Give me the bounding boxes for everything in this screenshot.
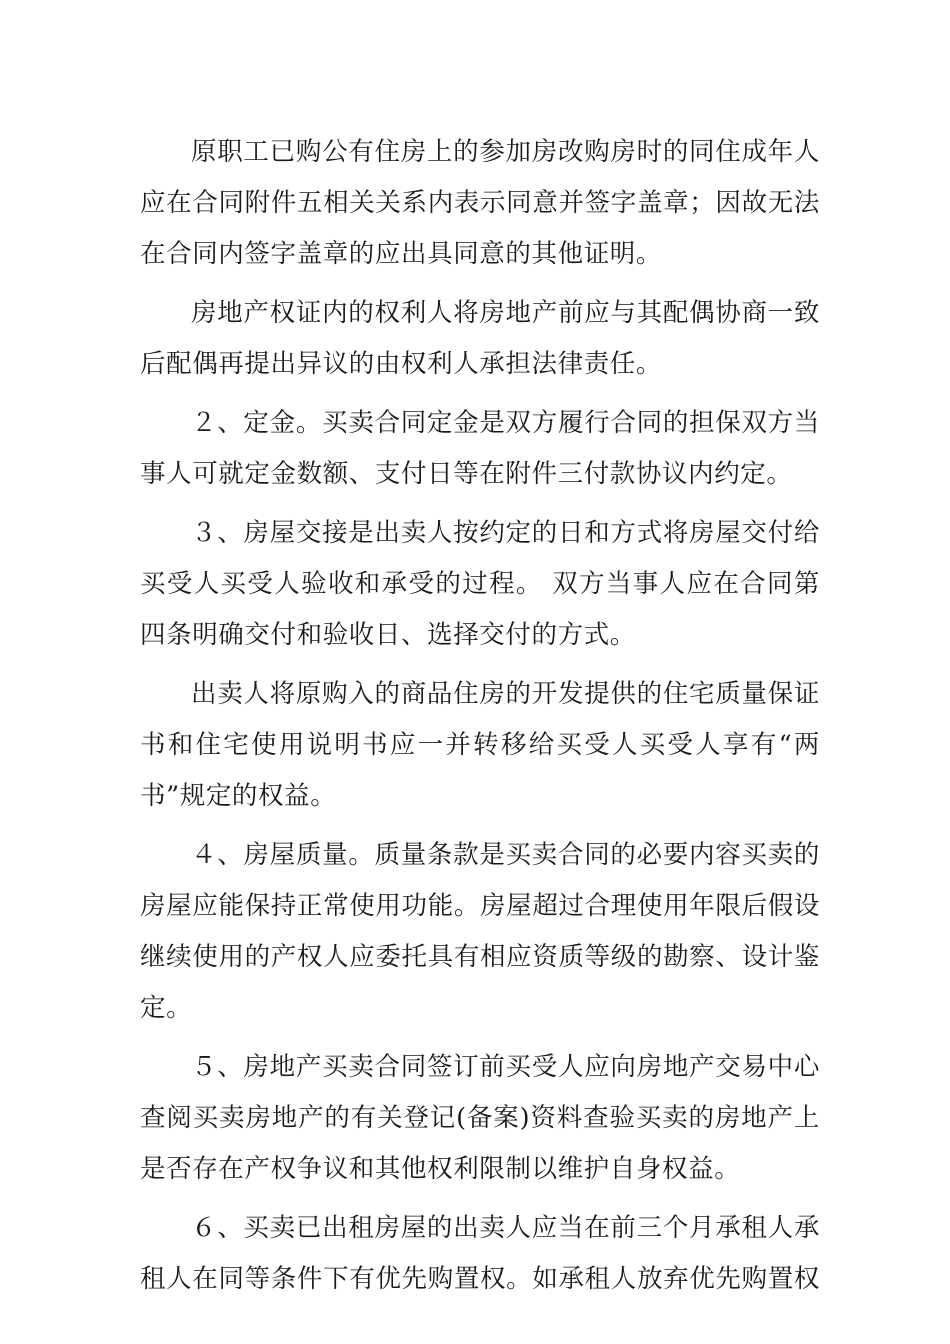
text-line: 查阅买卖房地产的有关登记(备案)资料查验买卖的房地产上 xyxy=(140,1103,820,1133)
paragraph-2 xyxy=(140,288,820,390)
text-line: ３、房屋交接是出卖人按约定的日和方式将房屋交付给 xyxy=(191,518,820,548)
text-line: 租人在同等条件下有优先购置权。如承租人放弃优先购置权 xyxy=(140,1264,820,1294)
paragraph-4 xyxy=(140,508,820,661)
text-line: 书和住宅使用说明书应一并转移给买受人买受人享有“两 xyxy=(140,730,820,760)
text-line: 应在合同附件五相关关系内表示同意并签字盖章；因故无法 xyxy=(140,188,820,218)
paragraph-1 xyxy=(140,127,820,280)
text-line: 继续使用的产权人应委托具有相应资质等级的勘察、设计鉴 xyxy=(140,942,820,972)
paragraph-5 xyxy=(140,669,820,822)
text-line: 后配偶再提出异议的由权利人承担法律责任。 xyxy=(140,349,663,379)
text-line: ２、定金。买卖合同定金是双方履行合同的担保双方当 xyxy=(191,408,820,438)
paragraph-8 xyxy=(140,1203,820,1305)
text-line: 事人可就定金数额、支付日等在附件三付款协议内约定。 xyxy=(140,459,793,489)
paragraph-6 xyxy=(140,830,820,1034)
text-line: ６、买卖已出租房屋的出卖人应当在前三个月承租人承 xyxy=(191,1213,820,1243)
paragraph-3 xyxy=(140,398,820,500)
text-line: 书”规定的权益。 xyxy=(140,781,337,811)
text-line: 是否存在产权争议和其他权利限制以维护自身权益。 xyxy=(140,1154,741,1184)
text-line: 原职工已购公有住房上的参加房改购房时的同住成年人 xyxy=(191,137,820,167)
text-line: 出卖人将原购入的商品住房的开发提供的住宅质量保证 xyxy=(191,679,820,709)
text-line: ４、房屋质量。质量条款是买卖合同的必要内容买卖的 xyxy=(191,840,820,870)
paragraph-7 xyxy=(140,1042,820,1195)
text-line: 四条明确交付和验收日、选择交付的方式。 xyxy=(140,620,636,650)
text-line: 房屋应能保持正常使用功能。房屋超过合理使用年限后假设 xyxy=(140,891,820,921)
document-body xyxy=(140,127,820,1313)
text-line: 定。 xyxy=(140,993,193,1023)
text-line: 买受人买受人验收和承受的过程。 双方当事人应在合同第 xyxy=(140,569,820,599)
text-line: 房地产权证内的权利人将房地产前应与其配偶协商一致 xyxy=(191,298,820,328)
text-line: ５、房地产买卖合同签订前买受人应向房地产交易中心 xyxy=(191,1052,820,1082)
text-line: 在合同内签字盖章的应出具同意的其他证明。 xyxy=(140,239,663,269)
